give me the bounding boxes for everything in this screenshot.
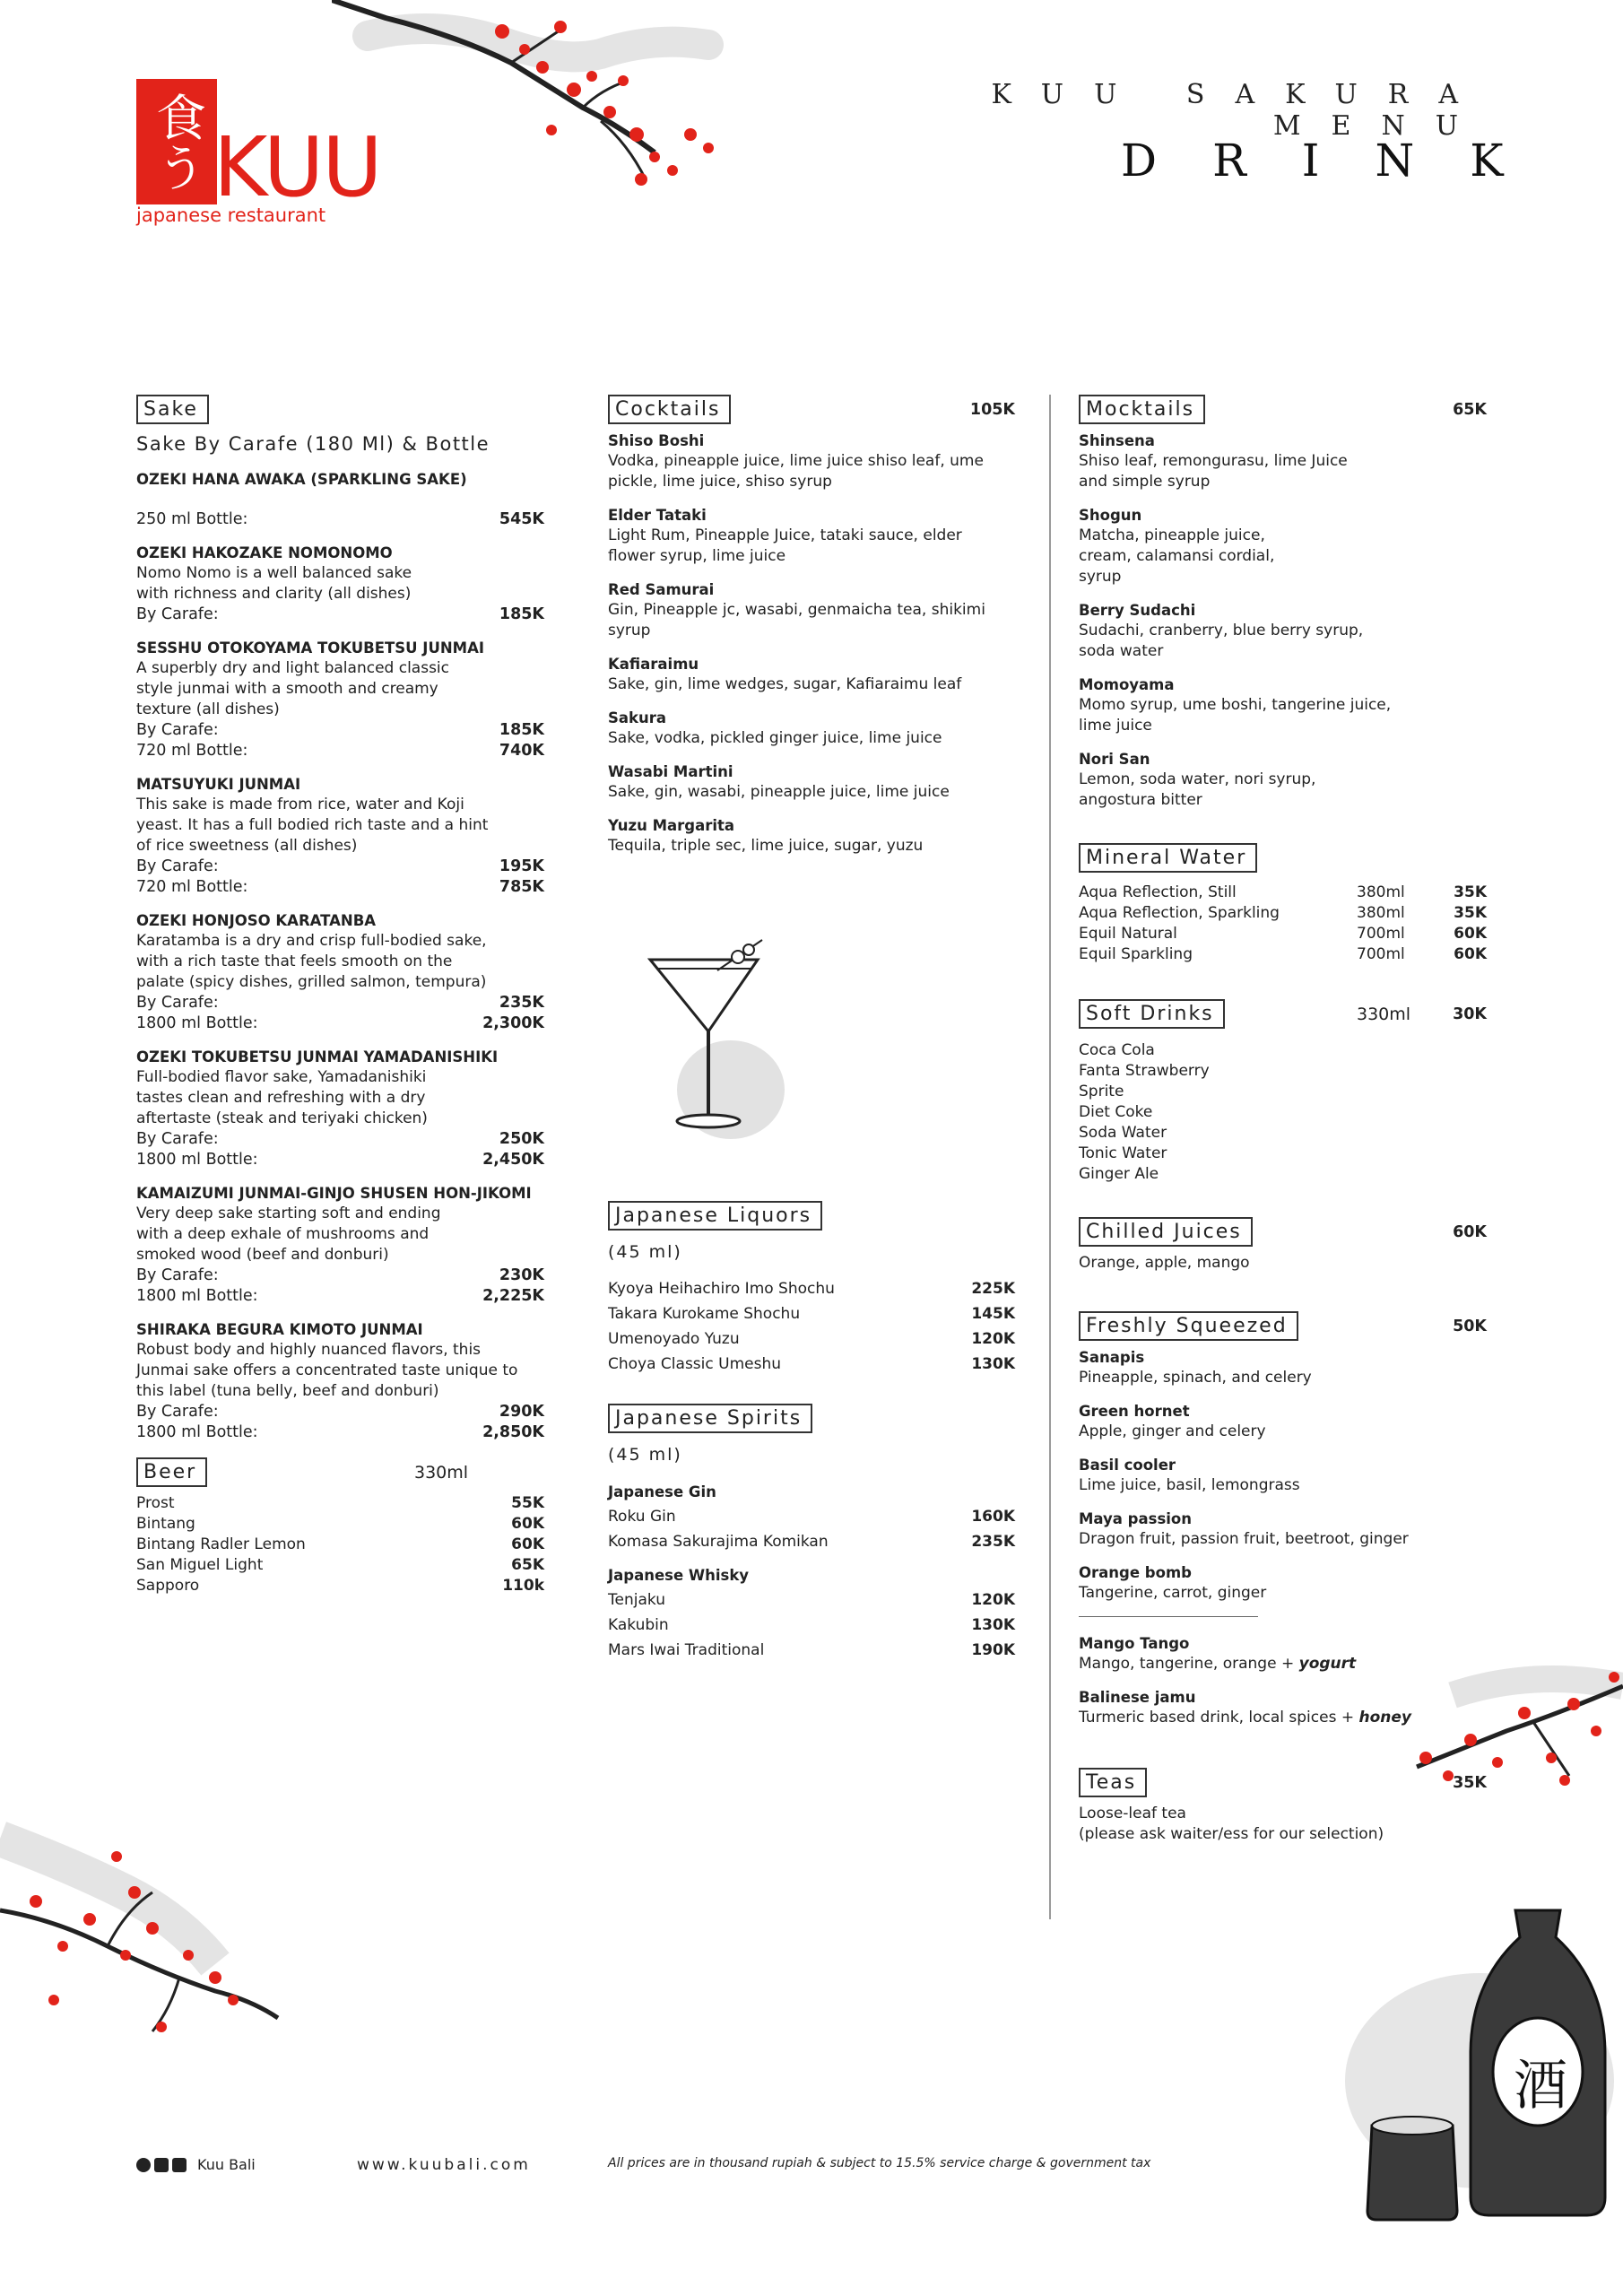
section-header-cocktails	[608, 395, 1015, 430]
juice-desc: Apple, ginger and celery	[1079, 1422, 1266, 1440]
juice-name: Sanapis	[1079, 1349, 1145, 1366]
cocktail-name: Shiso Boshi	[608, 432, 705, 449]
beer-size: 330ml	[414, 1463, 469, 1483]
spirit-price: 130K	[971, 1616, 1015, 1634]
tripadvisor-icon[interactable]	[136, 2158, 151, 2172]
beer-price: 65K	[511, 1556, 544, 1574]
liquor-item	[608, 1304, 1015, 1325]
price-label: By Carafe:	[136, 1130, 219, 1148]
price-label: 1800 ml Bottle:	[136, 1151, 258, 1169]
cocktail-item	[608, 654, 1015, 695]
section-header-freshly-squeezed	[1079, 1311, 1487, 1347]
water-size: 380ml	[1357, 904, 1405, 922]
mocktail-desc: Sudachi, cranberry, blue berry syrup, soda water	[1079, 622, 1364, 660]
juice-desc-text: Turmeric based drink, local spices +	[1079, 1709, 1359, 1726]
beer-price: 55K	[511, 1494, 544, 1512]
section-title-japanese-liquors: Japanese Liquors	[608, 1201, 822, 1231]
liquor-name: Umenoyado Yuzu	[608, 1330, 740, 1348]
beer-item	[136, 1555, 544, 1576]
chilled-juices-desc: Orange, apple, mango	[1079, 1254, 1250, 1272]
sake-desc: Karatamba is a dry and crisp full-bodied sake, with a rich taste that feels smooth on the palate (spicy dishes, grilled salmon, tempura)	[136, 932, 487, 991]
water-price: 60K	[1454, 925, 1487, 943]
juice-name: Orange bomb	[1079, 1564, 1192, 1581]
sake-price-row	[136, 720, 544, 741]
cocktail-desc: Vodka, pineapple juice, lime juice shiso leaf, ume pickle, lime juice, shiso syrup	[608, 452, 984, 491]
soft-drinks-price: 30K	[1453, 1005, 1487, 1023]
price-value: 545K	[499, 510, 544, 528]
price-value: 235K	[499, 994, 544, 1012]
spirit-name: Mars Iwai Traditional	[608, 1641, 765, 1659]
section-header-mocktails	[1079, 395, 1487, 430]
liquor-price: 120K	[971, 1330, 1015, 1348]
juice-divider	[1079, 1616, 1258, 1617]
price-value: 195K	[499, 857, 544, 875]
sake-price-row	[136, 1129, 544, 1150]
sake-price-row	[136, 1265, 544, 1286]
cherry-blossom-top	[332, 0, 780, 206]
beer-price: 60K	[511, 1535, 544, 1553]
beer-price: 60K	[511, 1515, 544, 1533]
section-title-cocktails: Cocktails	[608, 395, 731, 424]
spirit-item	[608, 1507, 1015, 1527]
juice-item	[1079, 1455, 1487, 1496]
liquor-name: Kyoya Heihachiro Imo Shochu	[608, 1280, 835, 1298]
facebook-icon[interactable]	[172, 2158, 187, 2172]
juice-item	[1079, 1687, 1487, 1728]
sake-desc: Robust body and highly nuanced flavors, this Junmai sake offers a concentrated taste unique to this label (tuna belly, beef and donburi)	[136, 1341, 518, 1400]
spirit-item	[608, 1640, 1015, 1661]
sake-price-row	[136, 1013, 544, 1034]
sake-price-row	[136, 1422, 544, 1443]
sake-item	[136, 910, 544, 1034]
mocktail-name: Shinsena	[1079, 432, 1155, 449]
price-value: 740K	[499, 742, 544, 760]
beer-item	[136, 1535, 544, 1555]
liquor-name: Choya Classic Umeshu	[608, 1355, 781, 1373]
beer-price: 110k	[502, 1577, 544, 1595]
cocktail-name: Kafiaraimu	[608, 656, 699, 673]
soft-drink-item: Fanta Strawberry	[1079, 1062, 1210, 1080]
teas-note: (please ask waiter/ess for our selection)	[1079, 1825, 1384, 1843]
section-title-japanese-spirits: Japanese Spirits	[608, 1404, 812, 1433]
price-label: 1800 ml Bottle:	[136, 1423, 258, 1441]
spirit-name: Komasa Sakurajima Komikan	[608, 1533, 829, 1551]
section-title-mocktails: Mocktails	[1079, 395, 1205, 424]
column-cocktails-spirits	[608, 395, 1015, 1661]
water-item	[1079, 903, 1487, 924]
sake-desc: Full-bodied flavor sake, Yamadanishiki tastes clean and refreshing with a dry aftertaste (steak and teriyaki chicken)	[136, 1068, 428, 1127]
section-title-sake: Sake	[136, 395, 209, 424]
sake-item	[136, 1319, 544, 1443]
mocktail-desc: Momo syrup, ume boshi, tangerine juice, lime juice	[1079, 696, 1392, 735]
water-price: 35K	[1454, 883, 1487, 901]
logo-box	[136, 79, 217, 204]
liquors-size: (45 ml)	[608, 1242, 682, 1262]
price-label: 720 ml Bottle:	[136, 742, 248, 760]
liquor-item	[608, 1329, 1015, 1350]
price-value: 785K	[499, 878, 544, 896]
section-header-japanese-spirits	[608, 1404, 1015, 1439]
footer-price-note: All prices are in thousand rupiah & subject to 15.5% service charge & government tax	[608, 2156, 1151, 2170]
cocktail-item	[608, 505, 1015, 567]
mocktail-name: Berry Sudachi	[1079, 602, 1196, 619]
section-title-teas: Teas	[1079, 1768, 1147, 1797]
soft-drink-item: Ginger Ale	[1079, 1165, 1159, 1183]
sake-name: KAMAIZUMI JUNMAI-GINJO SHUSEN HON-JIKOMI	[136, 1185, 532, 1202]
section-title-chilled-juices: Chilled Juices	[1079, 1217, 1253, 1247]
soft-drink-item: Tonic Water	[1079, 1144, 1167, 1162]
soft-drink-item: Soda Water	[1079, 1124, 1167, 1142]
price-value: 185K	[499, 721, 544, 739]
liquor-list	[608, 1279, 1015, 1375]
sake-desc: A superbly dry and light balanced classic style junmai with a smooth and creamy texture (all dishes)	[136, 659, 449, 718]
water-name: Equil Sparkling	[1079, 945, 1193, 963]
spirit-price: 190K	[971, 1641, 1015, 1659]
sake-name: OZEKI HONJOSO KARATANBA	[136, 912, 377, 929]
mocktails-price: 65K	[1453, 401, 1487, 419]
water-item	[1079, 944, 1487, 965]
water-list	[1079, 883, 1487, 965]
instagram-icon[interactable]	[154, 2158, 169, 2172]
price-label: 250 ml Bottle:	[136, 510, 248, 528]
spirits-group-whisky	[608, 1565, 1015, 1661]
mocktail-item	[1079, 505, 1487, 587]
water-name: Aqua Reflection, Sparkling	[1079, 904, 1280, 922]
juice-name: Mango Tango	[1079, 1635, 1190, 1652]
section-title-mineral-water: Mineral Water	[1079, 843, 1257, 873]
sake-name: SESSHU OTOKOYAMA TOKUBETSU JUNMAI	[136, 639, 484, 657]
soft-drink-item: Coca Cola	[1079, 1041, 1155, 1059]
mocktail-desc: Matcha, pineapple juice, cream, calamansi cordial, syrup	[1079, 526, 1275, 586]
water-item	[1079, 924, 1487, 944]
mocktail-item	[1079, 600, 1487, 662]
spirits-group-title: Japanese Gin	[608, 1483, 716, 1500]
beer-name: San Miguel Light	[136, 1556, 264, 1574]
beer-item	[136, 1493, 544, 1514]
cocktails-price: 105K	[969, 401, 1015, 419]
price-value: 2,850K	[482, 1423, 544, 1441]
section-title-soft-drinks: Soft Drinks	[1079, 999, 1225, 1029]
beer-item	[136, 1576, 544, 1596]
soft-drinks-size: 330ml	[1357, 1004, 1411, 1024]
cocktail-item	[608, 430, 1015, 492]
liquor-name: Takara Kurokame Shochu	[608, 1305, 801, 1323]
mocktail-item	[1079, 749, 1487, 811]
price-label: 1800 ml Bottle:	[136, 1014, 258, 1032]
price-value: 185K	[499, 605, 544, 623]
spirit-item	[608, 1590, 1015, 1611]
sake-name: MATSUYUKI JUNMAI	[136, 776, 301, 793]
juice-name: Basil cooler	[1079, 1457, 1176, 1474]
sake-kanji-label: 酒	[1514, 2055, 1567, 2118]
spirit-price: 160K	[971, 1508, 1015, 1526]
soft-drink-item: Diet Coke	[1079, 1103, 1153, 1121]
spirit-name: Roku Gin	[608, 1508, 676, 1526]
sake-name: OZEKI HANA AWAKA (SPARKLING SAKE)	[136, 471, 467, 488]
spirits-size: (45 ml)	[608, 1445, 682, 1465]
section-title-beer: Beer	[136, 1457, 207, 1487]
mocktail-desc: Shiso leaf, remongurasu, lime Juice and simple syrup	[1079, 452, 1348, 491]
column-divider	[1049, 395, 1051, 1919]
section-header-teas	[1079, 1768, 1487, 1804]
juice-item	[1079, 1347, 1487, 1388]
cocktail-name: Sakura	[608, 709, 667, 726]
sake-name: OZEKI HAKOZAKE NOMONOMO	[136, 544, 393, 561]
spirit-name: Kakubin	[608, 1616, 669, 1634]
freshly-squeezed-price: 50K	[1453, 1318, 1487, 1335]
juice-item	[1079, 1562, 1487, 1604]
soft-drink-item: Sprite	[1079, 1083, 1124, 1100]
cocktail-desc: Gin, Pineapple jc, wasabi, genmaicha tea, shikimi syrup	[608, 601, 985, 639]
price-label: By Carafe:	[136, 1266, 219, 1284]
cocktail-desc: Tequila, triple sec, lime juice, sugar, yuzu	[608, 837, 924, 855]
logo-wordmark: KUU	[213, 119, 381, 215]
price-value: 290K	[499, 1403, 544, 1421]
sake-price-row	[136, 1286, 544, 1307]
spirit-price: 120K	[971, 1591, 1015, 1609]
cocktail-name: Wasabi Martini	[608, 763, 733, 780]
price-label: 1800 ml Bottle:	[136, 1287, 258, 1305]
sake-bottle-illustration	[1336, 1901, 1623, 2224]
sake-price-row	[136, 1150, 544, 1170]
mocktail-name: Shogun	[1079, 507, 1142, 524]
section-header-japanese-liquors	[608, 1201, 1015, 1237]
water-name: Aqua Reflection, Still	[1079, 883, 1237, 901]
mocktail-item	[1079, 430, 1487, 492]
price-label: By Carafe:	[136, 857, 219, 875]
mocktail-item	[1079, 674, 1487, 736]
section-header-mineral-water	[1079, 843, 1487, 879]
sake-price-row	[136, 1402, 544, 1422]
juice-desc	[1079, 1654, 1487, 1674]
sake-price-row	[136, 857, 544, 877]
spirit-item	[608, 1615, 1015, 1636]
logo-kanji: 食う	[148, 91, 206, 192]
price-value: 250K	[499, 1130, 544, 1148]
beer-name: Bintang Radler Lemon	[136, 1535, 306, 1553]
liquor-price: 145K	[971, 1305, 1015, 1323]
beer-list	[136, 1493, 544, 1596]
mocktail-name: Nori San	[1079, 751, 1150, 768]
cherry-blossom-left	[0, 1812, 296, 2045]
liquor-price: 130K	[971, 1355, 1015, 1373]
sake-price-row	[136, 993, 544, 1013]
price-value: 2,225K	[482, 1287, 544, 1305]
liquor-price: 225K	[971, 1280, 1015, 1298]
spirits-group-title: Japanese Whisky	[608, 1567, 750, 1584]
juice-desc-emphasis: yogurt	[1298, 1655, 1357, 1673]
cocktail-item	[608, 761, 1015, 803]
beer-item	[136, 1514, 544, 1535]
water-price: 60K	[1454, 945, 1487, 963]
mocktail-name: Momoyama	[1079, 676, 1175, 693]
juice-desc: Tangerine, carrot, ginger	[1079, 1584, 1267, 1602]
water-item	[1079, 883, 1487, 903]
column-soft-drinks	[1079, 395, 1487, 1845]
cocktail-name: Yuzu Margarita	[608, 817, 735, 834]
beer-name: Sapporo	[136, 1577, 200, 1595]
juice-desc	[1079, 1708, 1487, 1728]
section-header-sake	[136, 395, 544, 430]
soft-drinks-list	[1079, 1040, 1487, 1185]
sake-price-row	[136, 509, 544, 530]
teas-desc: Loose-leaf tea	[1079, 1805, 1186, 1822]
liquor-item	[608, 1354, 1015, 1375]
price-label: By Carafe:	[136, 605, 219, 623]
cocktail-item	[608, 815, 1015, 857]
spirits-group-gin	[608, 1482, 1015, 1552]
juice-name: Maya passion	[1079, 1510, 1193, 1527]
water-price: 35K	[1454, 904, 1487, 922]
price-value: 2,300K	[482, 1014, 544, 1032]
social-handle: Kuu Bali	[197, 2156, 256, 2173]
juice-name: Balinese jamu	[1079, 1689, 1196, 1706]
beer-name: Prost	[136, 1494, 175, 1512]
price-value: 2,450K	[482, 1151, 544, 1169]
section-header-soft-drinks	[1079, 999, 1487, 1035]
sake-item	[136, 774, 544, 898]
sake-item	[136, 638, 544, 761]
sake-price-row	[136, 741, 544, 761]
cocktail-item	[608, 708, 1015, 749]
sake-name: OZEKI TOKUBETSU JUNMAI YAMADANISHIKI	[136, 1048, 499, 1065]
juice-desc-text: Mango, tangerine, orange +	[1079, 1655, 1299, 1673]
footer-website[interactable]: www.kuubali.com	[357, 2156, 531, 2174]
spirit-name: Tenjaku	[608, 1591, 665, 1609]
price-label: By Carafe:	[136, 721, 219, 739]
page-title: DRINK	[1121, 135, 1559, 187]
logo-subtitle: japanese restaurant	[136, 204, 326, 226]
menu-title: KUU SAKURA MENU	[991, 79, 1488, 142]
sake-item	[136, 543, 544, 625]
juice-item	[1079, 1633, 1487, 1674]
water-size: 380ml	[1357, 883, 1405, 901]
juice-item	[1079, 1401, 1487, 1442]
footer-social	[136, 2156, 256, 2173]
sake-subtitle: Sake By Carafe (180 Ml) & Bottle	[136, 433, 490, 455]
spirit-item	[608, 1532, 1015, 1552]
sake-desc: Very deep sake starting soft and ending with a deep exhale of mushrooms and smoked wood (beef and donburi)	[136, 1205, 441, 1264]
sake-item	[136, 469, 544, 530]
sake-price-row	[136, 877, 544, 898]
price-value: 230K	[499, 1266, 544, 1284]
juice-desc: Dragon fruit, passion fruit, beetroot, ginger	[1079, 1530, 1409, 1548]
column-sake-beer	[136, 395, 544, 1596]
juice-name: Green hornet	[1079, 1403, 1190, 1420]
sake-item	[136, 1047, 544, 1170]
sake-name: SHIRAKA BEGURA KIMOTO JUNMAI	[136, 1321, 423, 1338]
beer-name: Bintang	[136, 1515, 195, 1533]
cocktail-name: Elder Tataki	[608, 507, 707, 524]
juice-desc: Pineapple, spinach, and celery	[1079, 1369, 1312, 1387]
cocktail-desc: Sake, gin, wasabi, pineapple juice, lime juice	[608, 783, 950, 801]
cocktail-name: Red Samurai	[608, 581, 715, 598]
section-title-freshly-squeezed: Freshly Squeezed	[1079, 1311, 1298, 1341]
teas-price: 35K	[1453, 1774, 1487, 1792]
cocktail-desc: Sake, gin, lime wedges, sugar, Kafiaraimu leaf	[608, 675, 962, 693]
price-label: By Carafe:	[136, 1403, 219, 1421]
price-label: 720 ml Bottle:	[136, 878, 248, 896]
juice-desc-emphasis: honey	[1358, 1709, 1411, 1726]
water-size: 700ml	[1357, 925, 1405, 943]
spirit-price: 235K	[971, 1533, 1015, 1551]
chilled-juices-price: 60K	[1453, 1223, 1487, 1241]
cocktail-item	[608, 579, 1015, 641]
water-size: 700ml	[1357, 945, 1405, 963]
juice-desc: Lime juice, basil, lemongrass	[1079, 1476, 1300, 1494]
sake-item	[136, 1183, 544, 1307]
cocktail-desc: Light Rum, Pineapple Juice, tataki sauce, elder flower syrup, lime juice	[608, 526, 962, 565]
sake-price-row	[136, 604, 544, 625]
juice-item	[1079, 1509, 1487, 1550]
cocktail-desc: Sake, vodka, pickled ginger juice, lime juice	[608, 729, 942, 747]
section-header-chilled-juices	[1079, 1217, 1487, 1253]
mocktail-desc: Lemon, soda water, nori syrup, angostura bitter	[1079, 770, 1316, 809]
price-label: By Carafe:	[136, 994, 219, 1012]
sake-desc: Nomo Nomo is a well balanced sake with richness and clarity (all dishes)	[136, 564, 412, 603]
liquor-item	[608, 1279, 1015, 1300]
water-name: Equil Natural	[1079, 925, 1177, 943]
section-header-beer	[136, 1457, 544, 1493]
sake-desc: This sake is made from rice, water and Koji yeast. It has a full bodied rich taste and a hint of rice sweetness (all dishes)	[136, 796, 489, 855]
